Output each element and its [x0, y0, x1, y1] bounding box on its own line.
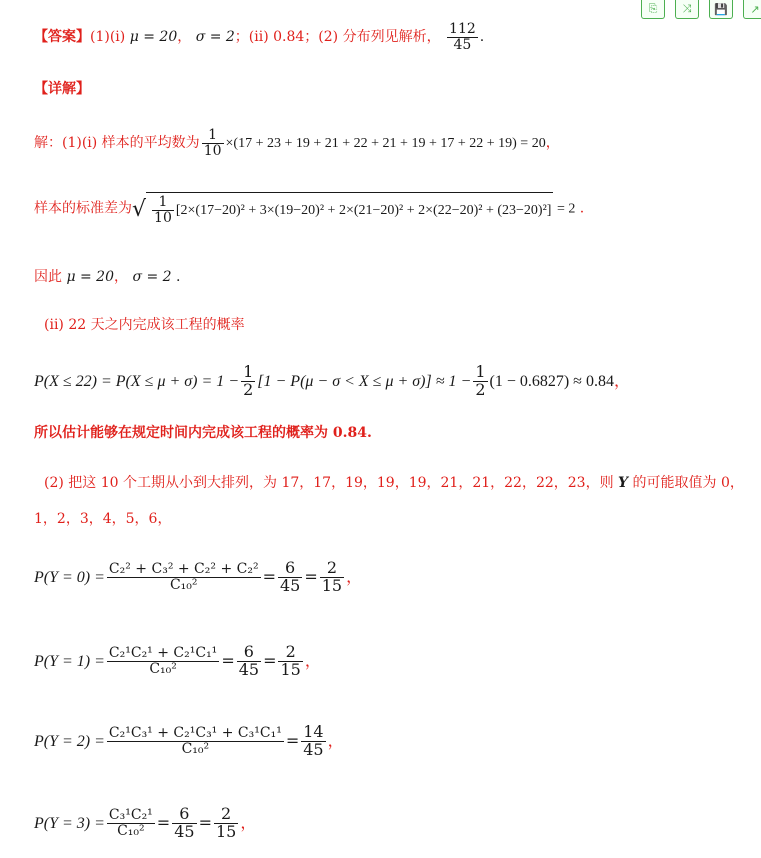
p-y1-f1d: 45: [238, 659, 260, 679]
prob-half-1-den: 2: [243, 379, 254, 399]
p-y0-f1n: 6: [278, 560, 302, 578]
p-y1-f1n: 6: [237, 644, 261, 662]
mean-frac-den: 10: [203, 142, 222, 159]
answer-sep: ，: [177, 29, 196, 46]
copy-icon[interactable]: ⎘: [641, 0, 665, 19]
p-y0-line: [34, 560, 362, 595]
std-line: [34, 192, 584, 225]
p-y1-eq2: =: [263, 650, 277, 670]
p-y1-frac2: [278, 644, 302, 679]
prob-half-2-den: 2: [475, 379, 486, 399]
answer-text-a: (1)(ⅰ): [90, 29, 130, 46]
p-y1-line: [34, 644, 321, 679]
p-y1-suffix: ，: [304, 650, 321, 670]
part-2-line-2: [34, 512, 171, 526]
p-y0-lhs: P(Y = 0) =: [34, 568, 105, 586]
p-y3-frac2: [214, 806, 238, 841]
p-y3-frac1: [172, 806, 196, 841]
p-y2-main-fraction: [107, 726, 284, 756]
p-y2-f1n: 14: [303, 722, 324, 741]
answer-line: [34, 22, 484, 52]
part-ii-heading: [44, 318, 245, 332]
std-result: = 2: [553, 201, 576, 217]
probability-line: [34, 364, 630, 399]
p-y3-main-fraction: [107, 808, 155, 838]
std-expression: [2×(17−20)² + 3×(19−20)² + 2×(21−20)² + 2×(22−20)² + (23−20)²]: [175, 203, 552, 219]
answer-end: .: [479, 29, 485, 46]
p-y0-f2n: 2: [320, 560, 344, 578]
therefore-line: [34, 270, 180, 284]
p-y3-line: [34, 806, 256, 841]
save-icon[interactable]: 💾: [709, 0, 733, 19]
p-y1-f2n: 2: [278, 644, 302, 662]
p-y1-num: C₂¹C₂¹ + C₂¹C₁¹: [108, 645, 218, 662]
therefore-suffix: .: [171, 269, 181, 285]
p-y0-frac2: [320, 560, 344, 595]
mean-frac-num: 1: [202, 128, 224, 144]
p-y1-main-fraction: [107, 646, 219, 676]
prob-half-2: [473, 364, 487, 399]
prob-half-1: [241, 364, 255, 399]
p-y3-den: C₁₀²: [117, 822, 145, 839]
prob-mid2: (1 − 0.6827) ≈ 0.84: [489, 372, 614, 390]
p-y2-suffix: ，: [327, 730, 344, 750]
p-y3-f1d: 45: [174, 821, 195, 841]
sqrt-radical: √ $\frac{1}{10}$ [2×(17−20)² + 3×(19−20)² + 2×(21−20)² + 2×(22−20)² + (23−20)²]: [132, 194, 552, 226]
p-y3-f2d: 15: [215, 821, 237, 841]
share-icon[interactable]: ↗: [743, 0, 761, 19]
detail-label-text: 【详解】: [34, 81, 90, 97]
mean-expression: ×(17 + 23 + 19 + 21 + 22 + 21 + 19 + 17 + 22 + 19) = 20: [225, 136, 546, 152]
p-y0-f2d: 15: [321, 575, 343, 595]
part-2-text2: 的可能取值为 0，: [628, 475, 744, 491]
std-prefix: 样本的标准差为: [34, 200, 132, 217]
mean-prefix: 解：(1)(ⅰ) 样本的平均数为: [34, 135, 200, 152]
mean-fraction: [202, 128, 224, 158]
p-y3-eq: =: [156, 812, 171, 832]
answer-label: 【答案】: [34, 29, 90, 46]
conclusion-line: [34, 426, 372, 440]
answer-frac-den: 45: [453, 36, 472, 53]
therefore-mu: μ = 20: [66, 269, 114, 285]
prob-mid: [1 − P(μ − σ < X ≤ μ + σ)] ≈ 1 −: [257, 372, 472, 390]
p-y1-lhs: P(Y = 1) =: [34, 652, 105, 670]
prob-half-2-num: 1: [475, 362, 486, 381]
p-y1-frac1: [237, 644, 261, 679]
mean-line: [34, 128, 560, 158]
prob-suffix: ，: [613, 370, 630, 390]
p-y0-num: C₂² + C₃² + C₂² + C₂²: [108, 561, 259, 578]
p-y3-lhs: P(Y = 3) =: [34, 814, 105, 832]
therefore-prefix: 因此: [34, 269, 67, 285]
p-y2-eq: =: [285, 730, 300, 750]
std-fraction: [152, 195, 174, 225]
p-y1-den: C₁₀²: [149, 660, 177, 677]
part-2-line-1: [44, 476, 744, 490]
p-y2-num: C₂¹C₃¹ + C₂¹C₃¹ + C₃¹C₁¹: [108, 725, 282, 742]
part-2-text: (2) 把这 10 个工期从小到大排列，为 17，17，19，19，19，21，21，22，22，23，则: [44, 475, 619, 491]
p-y0-main-fraction: [107, 562, 261, 592]
answer-sigma: σ = 2: [195, 29, 235, 46]
toolbar: [641, 0, 761, 19]
p-y0-eq2: =: [304, 566, 318, 586]
part-2-values: 1，2，3，4，5，6，: [34, 511, 172, 527]
answer-text-b: ；(ⅱ) 0.84；(2) 分布列见解析，: [234, 29, 441, 46]
std-frac-num: 1: [152, 195, 174, 211]
prob-lhs: P(X ≤ 22) = P(X ≤ μ + σ) = 1 −: [34, 372, 240, 390]
p-y0-suffix: ，: [346, 566, 363, 586]
p-y3-f2n: 2: [214, 806, 238, 824]
p-y0-den: C₁₀²: [169, 576, 198, 593]
part-2-var: Y: [618, 475, 629, 491]
p-y1-f2d: 15: [280, 659, 301, 679]
p-y2-f1d: 45: [303, 739, 324, 759]
std-suffix: .: [575, 200, 585, 217]
therefore-sigma: σ = 2: [132, 269, 172, 285]
answer-fraction: [447, 22, 478, 52]
p-y3-num: C₃¹C₂¹: [108, 807, 153, 824]
p-y1-eq: =: [221, 650, 235, 670]
p-y0-eq: =: [262, 566, 276, 586]
p-y3-eq2: =: [198, 812, 212, 832]
detail-label: [34, 82, 90, 96]
answer-mu: μ = 20: [129, 29, 178, 46]
part-ii-text: (ⅱ) 22 天之内完成该工程的概率: [44, 317, 245, 333]
mean-suffix: ，: [545, 135, 560, 152]
p-y2-lhs: P(Y = 2) =: [34, 732, 105, 750]
p-y2-den: C₁₀²: [181, 740, 210, 757]
p-y0-f1d: 45: [279, 575, 301, 595]
p-y0-frac1: [278, 560, 302, 595]
p-y2-frac1: [301, 724, 325, 759]
p-y2-line: [34, 724, 344, 759]
std-frac-den: 10: [154, 209, 172, 226]
answer-frac-num: 112: [449, 21, 476, 37]
therefore-sep: ，: [114, 269, 133, 285]
shuffle-icon[interactable]: ⤨: [675, 0, 699, 19]
conclusion-text: 所以估计能够在规定时间内完成该工程的概率为 0.84.: [34, 425, 372, 441]
prob-half-1-num: 1: [243, 362, 254, 381]
p-y3-f1n: 6: [172, 806, 196, 824]
p-y3-suffix: ，: [240, 812, 257, 832]
